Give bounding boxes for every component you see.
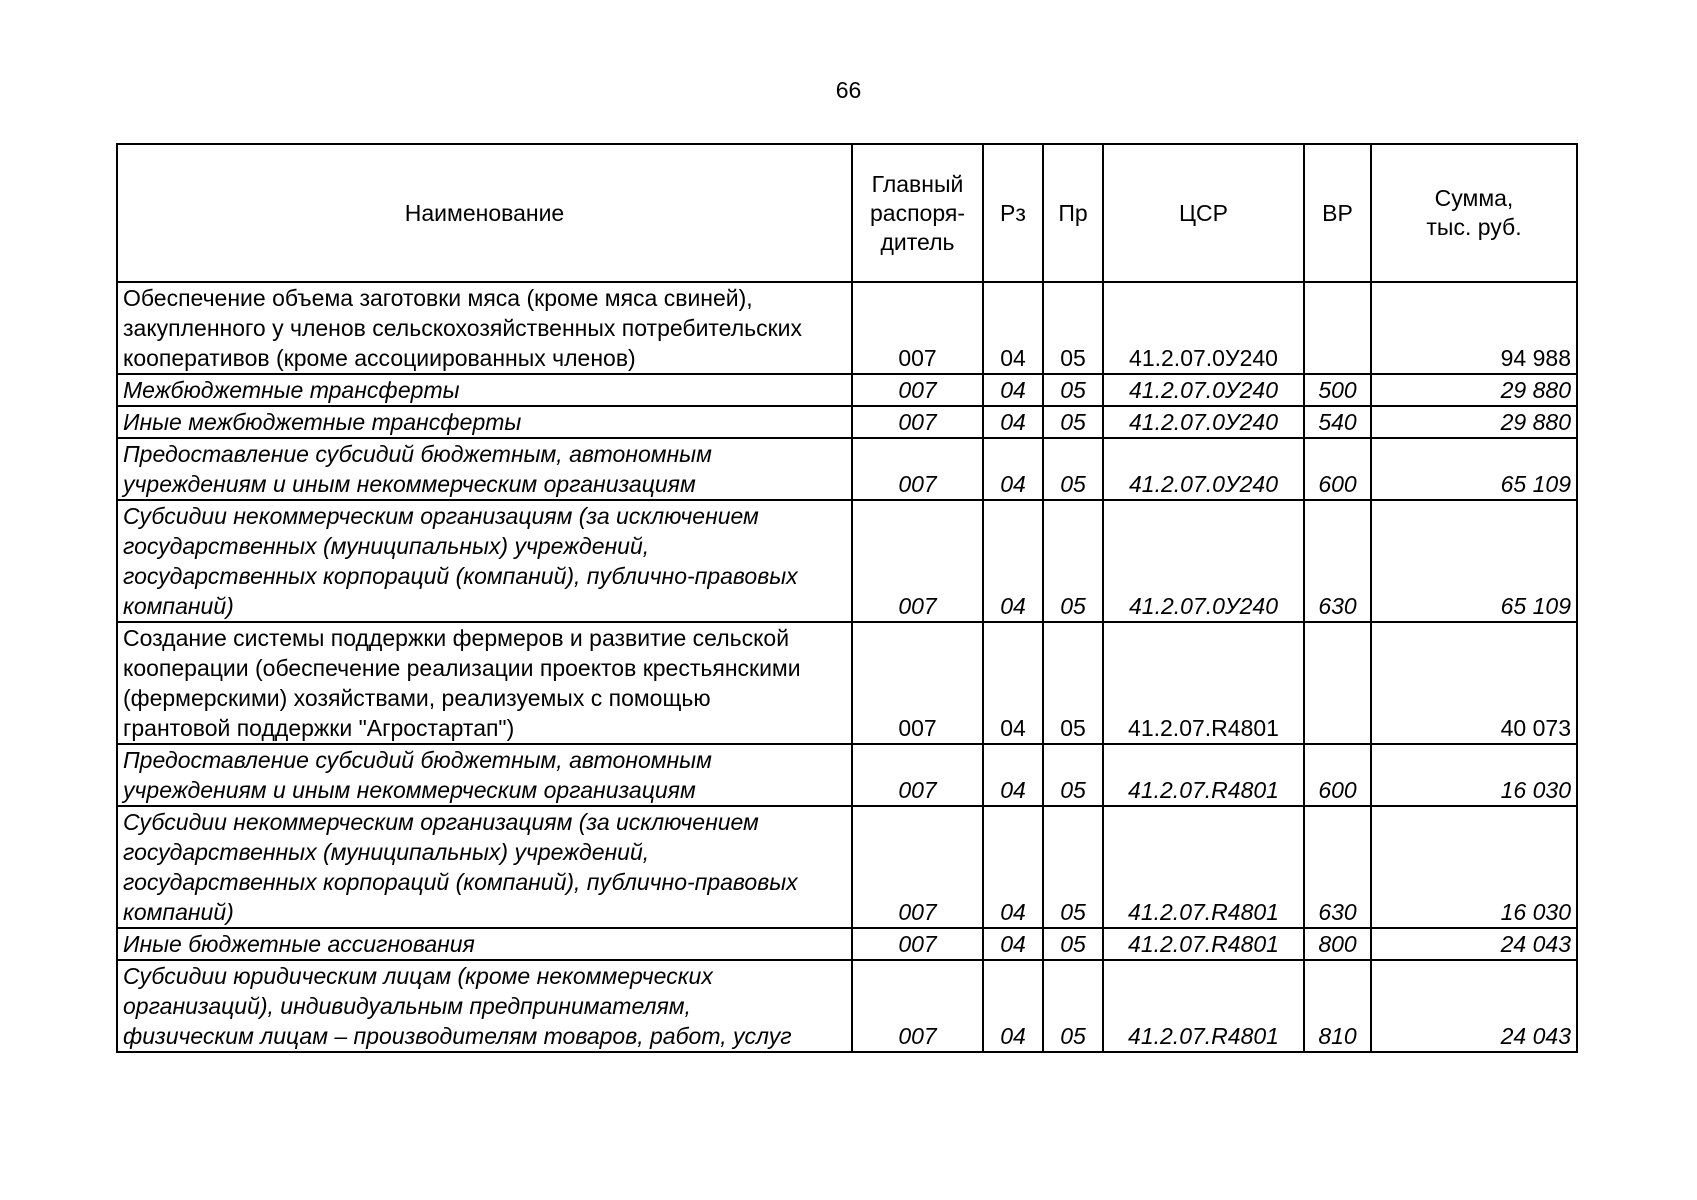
- table-row: [117, 282, 1577, 374]
- cell-name: Создание системы поддержки фермеров и развитие сельской кооперации (обеспечение реализации проектов крестьянскими (фермерскими) хозяйствами, реализуемых с помощью грантовой поддержки "Агростартап"): [117, 622, 852, 744]
- table-row: [117, 438, 1577, 500]
- cell-csr: 41.2.07.0У240: [1103, 374, 1304, 406]
- cell-pr: 05: [1043, 500, 1103, 622]
- header-vr: ВР: [1304, 144, 1371, 282]
- cell-name: Межбюджетные трансферты: [117, 374, 852, 406]
- cell-rz: 04: [983, 744, 1043, 806]
- cell-rz: 04: [983, 928, 1043, 960]
- cell-vr: [1304, 282, 1371, 374]
- cell-pr: 05: [1043, 806, 1103, 928]
- cell-pr: 05: [1043, 744, 1103, 806]
- table-row: [117, 806, 1577, 928]
- cell-sum: 65 109: [1371, 500, 1577, 622]
- cell-csr: 41.2.07.0У240: [1103, 500, 1304, 622]
- table-row: [117, 374, 1577, 406]
- cell-csr: 41.2.07.0У240: [1103, 406, 1304, 438]
- cell-manager: 007: [852, 622, 983, 744]
- cell-sum: 40 073: [1371, 622, 1577, 744]
- cell-sum: 29 880: [1371, 406, 1577, 438]
- table-row: [117, 406, 1577, 438]
- cell-pr: 05: [1043, 960, 1103, 1052]
- header-csr: ЦСР: [1103, 144, 1304, 282]
- table-row: [117, 744, 1577, 806]
- cell-pr: 05: [1043, 282, 1103, 374]
- cell-rz: 04: [983, 500, 1043, 622]
- cell-name: Субсидии некоммерческим организациям (за исключением государственных (муниципальных) учреждений, государственных корпораций (компаний), публично-правовых компаний): [117, 500, 852, 622]
- cell-rz: 04: [983, 406, 1043, 438]
- cell-name: Обеспечение объема заготовки мяса (кроме мяса свиней), закупленного у членов сельскохозяйственных потребительских кооперативов (кроме ассоциированных членов): [117, 282, 852, 374]
- cell-manager: 007: [852, 406, 983, 438]
- cell-csr: 41.2.07.R4801: [1103, 744, 1304, 806]
- cell-vr: 600: [1304, 438, 1371, 500]
- page-number: 66: [835, 77, 862, 103]
- cell-csr: 41.2.07.0У240: [1103, 282, 1304, 374]
- cell-sum: 29 880: [1371, 374, 1577, 406]
- header-manager: Главный распоря- дитель: [852, 144, 983, 282]
- cell-csr: 41.2.07.R4801: [1103, 960, 1304, 1052]
- cell-rz: 04: [983, 806, 1043, 928]
- cell-rz: 04: [983, 622, 1043, 744]
- cell-rz: 04: [983, 282, 1043, 374]
- cell-vr: 540: [1304, 406, 1371, 438]
- cell-vr: 630: [1304, 500, 1371, 622]
- cell-sum: 16 030: [1371, 744, 1577, 806]
- cell-name: Субсидии некоммерческим организациям (за исключением государственных (муниципальных) учреждений, государственных корпораций (компаний), публично-правовых компаний): [117, 806, 852, 928]
- header-pr: Пр: [1043, 144, 1103, 282]
- cell-pr: 05: [1043, 622, 1103, 744]
- cell-vr: 630: [1304, 806, 1371, 928]
- table-header-row: [117, 144, 1577, 282]
- cell-name: Предоставление субсидий бюджетным, автономным учреждениям и иным некоммерческим организациям: [117, 744, 852, 806]
- cell-name: Предоставление субсидий бюджетным, автономным учреждениям и иным некоммерческим организациям: [117, 438, 852, 500]
- table-body: [117, 282, 1577, 1052]
- table-row: [117, 928, 1577, 960]
- cell-vr: [1304, 622, 1371, 744]
- cell-name: Субсидии юридическим лицам (кроме некоммерческих организаций), индивидуальным предпринимателям, физическим лицам – производителям товаров, работ, услуг: [117, 960, 852, 1052]
- cell-csr: 41.2.07.0У240: [1103, 438, 1304, 500]
- cell-manager: 007: [852, 960, 983, 1052]
- header-sum: Сумма, тыс. руб.: [1371, 144, 1577, 282]
- table-row: [117, 622, 1577, 744]
- cell-vr: 600: [1304, 744, 1371, 806]
- header-name: Наименование: [117, 144, 852, 282]
- cell-vr: 500: [1304, 374, 1371, 406]
- cell-pr: 05: [1043, 928, 1103, 960]
- cell-manager: 007: [852, 282, 983, 374]
- cell-rz: 04: [983, 960, 1043, 1052]
- cell-pr: 05: [1043, 406, 1103, 438]
- cell-manager: 007: [852, 806, 983, 928]
- cell-manager: 007: [852, 500, 983, 622]
- budget-table: [116, 143, 1578, 1053]
- cell-name: Иные межбюджетные трансферты: [117, 406, 852, 438]
- cell-sum: 24 043: [1371, 928, 1577, 960]
- cell-sum: 65 109: [1371, 438, 1577, 500]
- cell-pr: 05: [1043, 438, 1103, 500]
- cell-name: Иные бюджетные ассигнования: [117, 928, 852, 960]
- cell-sum: 24 043: [1371, 960, 1577, 1052]
- cell-manager: 007: [852, 744, 983, 806]
- cell-rz: 04: [983, 374, 1043, 406]
- cell-csr: 41.2.07.R4801: [1103, 622, 1304, 744]
- cell-rz: 04: [983, 438, 1043, 500]
- cell-manager: 007: [852, 928, 983, 960]
- cell-vr: 800: [1304, 928, 1371, 960]
- cell-manager: 007: [852, 438, 983, 500]
- cell-sum: 16 030: [1371, 806, 1577, 928]
- table-row: [117, 500, 1577, 622]
- table-row: [117, 960, 1577, 1052]
- cell-csr: 41.2.07.R4801: [1103, 806, 1304, 928]
- cell-sum: 94 988: [1371, 282, 1577, 374]
- header-rz: Рз: [983, 144, 1043, 282]
- cell-pr: 05: [1043, 374, 1103, 406]
- cell-csr: 41.2.07.R4801: [1103, 928, 1304, 960]
- cell-vr: 810: [1304, 960, 1371, 1052]
- cell-manager: 007: [852, 374, 983, 406]
